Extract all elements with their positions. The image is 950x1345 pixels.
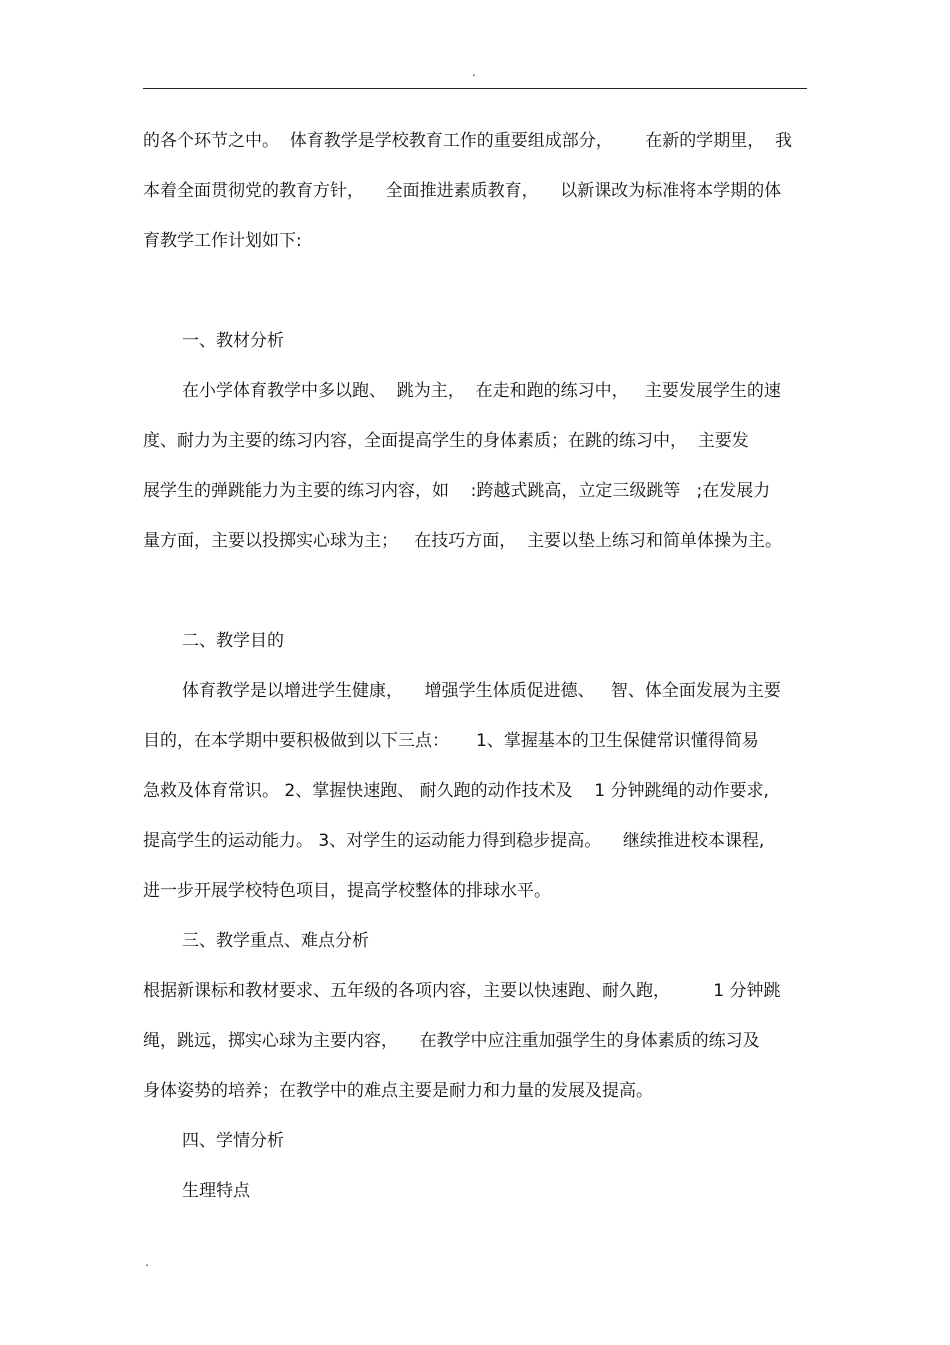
intro-line-2: 本着全面贯彻党的教育方针， 全面推进素质教育， 以新课改为标准将本学期的体 — [143, 181, 782, 201]
section1-line-3: 展学生的弹跳能力为主要的练习内容，如 :跨越式跳高，立定三级跳等 ;在发展力 — [143, 481, 771, 501]
section2-line-3: 急救及体育常识。 2、掌握快速跑、 耐久跑的动作技术及 1 分钟跳绳的动作要求, — [143, 781, 769, 801]
intro-line-3: 育教学工作计划如下: — [143, 231, 302, 251]
section1-line-1: 在小学体育教学中多以跑、 跳为主， 在走和跑的练习中， 主要发展学生的速 — [182, 381, 781, 401]
subheading-physiology: 生理特点 — [182, 1181, 250, 1201]
section-heading-goals: 二、教学目的 — [182, 631, 284, 651]
section3-line-1: 根据新课标和教材要求、五年级的各项内容，主要以快速跑、耐久跑， 1 分钟跳 — [143, 981, 781, 1001]
header-rule — [143, 88, 807, 89]
header-dot: . — [472, 65, 476, 79]
section2-line-5: 进一步开展学校特色项目，提高学校整体的排球水平。 — [143, 881, 551, 901]
footer-dot: . — [145, 1255, 149, 1269]
section-heading-key-points: 三、教学重点、难点分析 — [182, 931, 369, 951]
section2-line-2: 目的，在本学期中要积极做到以下三点： 1、掌握基本的卫生保健常识懂得简易 — [143, 731, 759, 751]
document-body — [143, 128, 807, 1228]
section3-line-2: 绳，跳远，掷实心球为主要内容， 在教学中应注重加强学生的身体素质的练习及 — [143, 1031, 760, 1051]
section2-line-4: 提高学生的运动能力。 3、对学生的运动能力得到稳步提高。 继续推进校本课程, — [143, 831, 765, 851]
intro-line-1: 的各个环节之中。 体育教学是学校教育工作的重要组成部分， 在新的学期里， 我 — [143, 131, 793, 151]
section2-line-1: 体育教学是以增进学生健康， 增强学生体质促进德、 智、体全面发展为主要 — [182, 681, 781, 701]
section1-line-2: 度、耐力为主要的练习内容，全面提高学生的身体素质；在跳的练习中， 主要发 — [143, 431, 749, 451]
section-heading-materials: 一、教材分析 — [182, 331, 284, 351]
section3-line-3: 身体姿势的培养；在教学中的难点主要是耐力和力量的发展及提高。 — [143, 1081, 653, 1101]
section-heading-student-analysis: 四、学情分析 — [182, 1131, 284, 1151]
section1-line-4: 量方面，主要以投掷实心球为主； 在技巧方面， 主要以垫上练习和简单体操为主。 — [143, 531, 783, 551]
